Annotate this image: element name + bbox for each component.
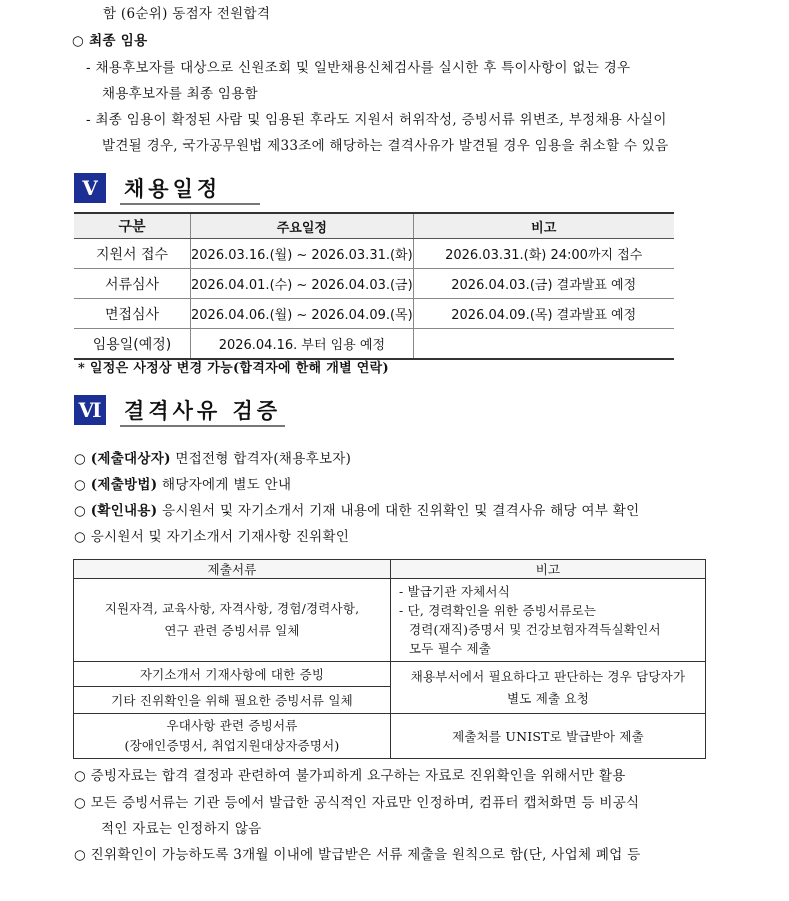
schedule-cell-date: 2026.04.16. 부터 임용 예정 (191, 329, 414, 360)
documents-cell (74, 714, 391, 759)
schedule-cell-note: 2026.03.31.(화) 24:00까지 접수 (413, 239, 674, 269)
schedule-cell-note: 2026.04.03.(금) 결과발표 예정 (413, 269, 674, 299)
section-6-numeral: Ⅵ (74, 395, 106, 425)
bullet-mark: ○ (74, 529, 87, 545)
documents-cell-line: 모두 필수 제출 (409, 641, 491, 656)
documents-cell: 제출처를 UNIST로 발급받아 제출 (391, 714, 706, 759)
documents-cell-line: 별도 제출 요청 (507, 690, 589, 706)
schedule-cell-stage: 서류심사 (74, 269, 191, 299)
verification-bullet (74, 479, 291, 493)
section-5-title: 채용일정 (124, 177, 222, 201)
schedule-footnote: * 일정은 사정상 변경 가능(합격자에 한해 개별 연락) (78, 361, 389, 376)
bullet-text: 응시원서 및 자기소개서 기재 내용에 대한 진위확인 및 결격사유 해당 여부 확인 (157, 503, 640, 519)
documents-cell-line: - 발급기관 자체서식 (399, 584, 510, 599)
schedule-table (74, 212, 674, 360)
verification-bullet (74, 505, 639, 519)
schedule-cell-date: 2026.04.01.(수) ~ 2026.04.03.(금) (191, 269, 414, 299)
schedule-cell-note (413, 329, 674, 360)
schedule-header-cell: 구분 (74, 213, 191, 239)
final-appointment-item: - 채용후보자를 대상으로 신원조회 및 일반채용신체검사를 실시한 후 특이사항이 없는 경우 (86, 60, 631, 76)
bullet-text: 해당자에게 별도 안내 (157, 477, 292, 493)
documents-header-cell: 제출서류 (74, 560, 391, 579)
bullet-mark: ○ (74, 477, 87, 493)
verification-note: ○ 모든 증빙서류는 기관 등에서 발급한 공식적인 자료만 인정하며, 컴퓨터 캡처화면 등 비공식 (74, 795, 640, 811)
schedule-header-row (74, 213, 674, 239)
documents-header-row (74, 560, 706, 579)
section-5-header (74, 173, 221, 203)
bullet-text: 응시원서 및 자기소개서 기재사항 진위확인 (90, 529, 350, 545)
bullet-text: 면접전형 합격자(채용후보자) (170, 451, 352, 467)
documents-cell-line: 채용부서에서 필요하다고 판단하는 경우 담당자가 (410, 668, 686, 684)
final-appointment-item: 발견될 경우, 국가공무원법 제33조에 해당하는 결격사유가 발견될 경우 임용을 취소할 수 있음 (102, 138, 669, 154)
documents-cell-line: (장애인증명서, 취업지원대상자증명서) (124, 738, 340, 753)
bullet-bold-label: (제출대상자) (90, 451, 171, 467)
bullet-bold-label: (제출방법) (90, 477, 158, 493)
verification-bullet (74, 453, 351, 467)
section-6-header (74, 395, 281, 425)
schedule-header-cell: 주요일정 (191, 213, 414, 239)
final-appointment-item: - 최종 임용이 확정된 사람 및 임용된 후라도 지원서 허위작성, 증빙서류 위변조, 부정채용 사실이 (86, 112, 667, 128)
continued-text: 함 (6순위) 동점자 전원합격 (103, 6, 271, 22)
schedule-cell-stage: 임용일(예정) (74, 329, 191, 360)
schedule-row (74, 329, 674, 360)
bullet-bold-label: (확인내용) (90, 503, 158, 519)
documents-cell-line: 지원자격, 교육사항, 자격사항, 경험/경력사항, (104, 601, 360, 616)
documents-cell-line: 우대사항 관련 증빙서류 (166, 718, 298, 733)
documents-row (74, 662, 706, 687)
documents-header-cell: 비고 (391, 560, 706, 579)
verification-note: ○ 진위확인이 가능하도록 3개월 이내에 발급받은 서류 제출을 원칙으로 함(단, 사업체 폐업 등 (74, 847, 641, 863)
schedule-row (74, 269, 674, 299)
schedule-cell-date: 2026.03.16.(월) ~ 2026.03.31.(화) (191, 239, 414, 269)
section-5-underline (120, 203, 260, 205)
final-appointment-heading: ○ 최종 임용 (72, 33, 148, 49)
documents-cell (74, 579, 391, 662)
schedule-header-cell: 비고 (413, 213, 674, 239)
bullet-mark: ○ (74, 503, 87, 519)
documents-row (74, 579, 706, 662)
section-6-underline (120, 425, 285, 427)
documents-cell-line: - 단, 경력확인을 위한 증빙서류로는 (399, 603, 597, 618)
verification-note: 적인 자료는 인정하지 않음 (101, 821, 262, 837)
schedule-cell-stage: 지원서 접수 (74, 239, 191, 269)
verification-note: ○ 증빙자료는 합격 결정과 관련하여 불가피하게 요구하는 자료로 진위확인을 위해서만 활용 (74, 768, 626, 784)
section-6-title: 결격사유 검증 (124, 399, 282, 423)
schedule-cell-date: 2026.04.06.(월) ~ 2026.04.09.(목) (191, 299, 414, 329)
schedule-cell-stage: 면접심사 (74, 299, 191, 329)
documents-cell: 자기소개서 기재사항에 대한 증빙 (74, 662, 391, 687)
documents-cell (391, 662, 706, 714)
schedule-row (74, 239, 674, 269)
documents-row (74, 714, 706, 759)
documents-table (73, 559, 706, 759)
final-appointment-item: 채용후보자를 최종 임용함 (102, 86, 258, 102)
section-5-numeral: Ⅴ (74, 173, 106, 203)
schedule-row (74, 299, 674, 329)
verification-bullet (74, 531, 349, 545)
documents-cell-line: 연구 관련 증빙서류 일체 (164, 623, 300, 638)
documents-cell-line: 경력(재직)증명서 및 건강보험자격득실확인서 (409, 622, 661, 637)
documents-cell (391, 579, 706, 662)
documents-cell: 기타 진위확인을 위해 필요한 증빙서류 일체 (74, 687, 391, 714)
bullet-mark: ○ (74, 451, 87, 467)
schedule-cell-note: 2026.04.09.(목) 결과발표 예정 (413, 299, 674, 329)
